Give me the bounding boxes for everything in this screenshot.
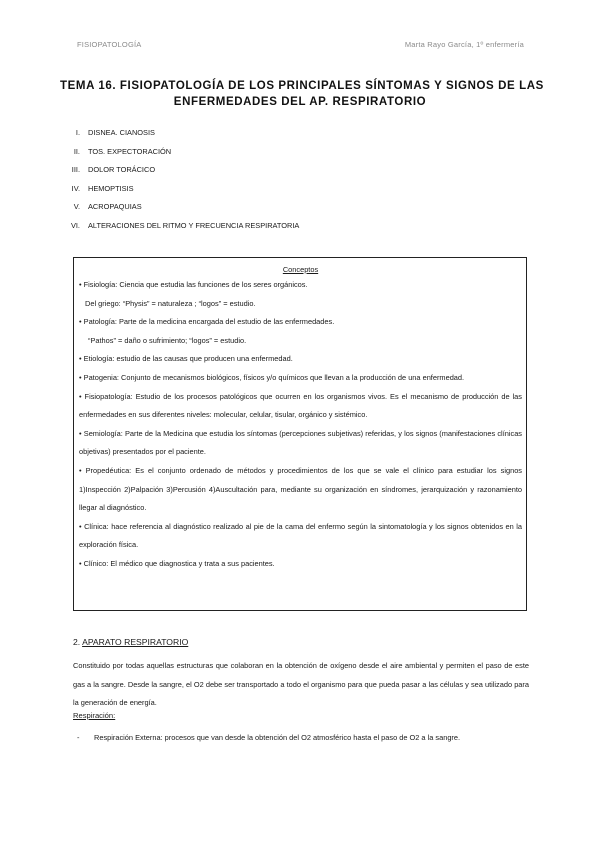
section-heading bbox=[73, 637, 188, 647]
bullet-item bbox=[73, 729, 529, 748]
section-title: APARATO RESPIRATORIO bbox=[82, 637, 189, 647]
toc-item bbox=[60, 202, 299, 221]
concepts-heading: Conceptos bbox=[282, 265, 319, 274]
concept-patologia-etymology: “Pathos” = daño o sufrimiento; “logos” = estudio. bbox=[88, 335, 247, 345]
concept-patologia: • Patología: Parte de la medicina encargada del estudio de las enfermedades. bbox=[79, 317, 335, 327]
concept-fisiopatologia: • Fisiopatología: Estudio de los procesos patológicos que ocurren en los organismos vivos. Es el mecanismo de producción de las enfermedades en sus diferentes niveles: molecular, celular, tisular, orgánico y sistémico. bbox=[79, 391, 522, 420]
toc-label: ALTERACIONES DEL RITMO Y FRECUENCIA RESPIRATORIA bbox=[88, 220, 300, 230]
toc-number: III. bbox=[71, 165, 80, 175]
concept-fisiologia: • Fisiología: Ciencia que estudia las funciones de los seres orgánicos. bbox=[79, 280, 308, 289]
title-line-1: TEMA 16. FISIOPATOLOGÍA DE LOS PRINCIPALES SÍNTOMAS Y SIGNOS DE LAS bbox=[60, 80, 544, 92]
concept-fisiologia-etymology: Del griego: “Physis” = naturaleza ; “logos” = estudio. bbox=[85, 298, 256, 308]
toc-item bbox=[60, 165, 299, 184]
header-right: Marta Rayo García, 1º enfermería bbox=[404, 40, 524, 49]
subheading-respiracion: Respiración: bbox=[73, 711, 116, 720]
toc-number: VI. bbox=[70, 220, 80, 230]
toc-item bbox=[60, 221, 299, 240]
toc-label: ACROPAQUIAS bbox=[88, 202, 142, 212]
document-title bbox=[60, 78, 544, 110]
toc-item bbox=[60, 147, 299, 166]
concept-semiologia: • Semiología: Parte de la Medicina que estudia los síntomas (percepciones subjetivas) referidas, y los signos (manifestaciones clínicas objetivas) presentados por el paciente. bbox=[79, 428, 522, 457]
toc-label: TOS. EXPECTORACIÓN bbox=[88, 146, 172, 156]
toc-item bbox=[60, 128, 299, 147]
concept-clinico: • Clínico: El médico que diagnostica y trata a sus pacientes. bbox=[79, 558, 275, 568]
toc-number: V. bbox=[73, 202, 80, 212]
section-paragraph: Constituido por todas aquellas estructuras que colaboran en la obtención de oxígeno desde el aire ambiental y permiten el paso de este gas a la sangre. Desde la sangre, el O2 debe ser transportado a todo el organismo para que pueda pasar a las células y sea utilizado para la generación de energía. bbox=[73, 661, 529, 708]
header-left: FISIOPATOLOGÍA bbox=[77, 40, 142, 49]
title-line-2: ENFERMEDADES DEL AP. RESPIRATORIO bbox=[173, 96, 427, 108]
concept-propedeutica: • Propedéutica: Es el conjunto ordenado de métodos y procedimientos de los que se vale el clínico para estudiar los signos 1)Inspección 2)Palpación 3)Percusión 4)Auscultación para, mediante su organización en síndromes, jerarquización y razonamiento llegar al diagnóstico. bbox=[79, 465, 522, 513]
toc-number: IV. bbox=[71, 183, 80, 193]
toc-item bbox=[60, 184, 299, 203]
section-number: 2. bbox=[73, 637, 81, 647]
toc-number: I. bbox=[75, 128, 80, 137]
toc-label: HEMOPTISIS bbox=[88, 183, 134, 193]
bullet-dash: - bbox=[77, 733, 80, 742]
bullet-text: Respiración Externa: procesos que van desde la obtención del O2 atmosférico hasta el paso de O2 a la sangre. bbox=[94, 733, 461, 742]
toc-label: DOLOR TORÁCICO bbox=[88, 165, 156, 175]
concept-patogenia: • Patogenia: Conjunto de mecanismos biológicos, físicos y/o químicos que llevan a la producción de una enfermedad. bbox=[79, 372, 465, 382]
concept-clinica: • Clínica: hace referencia al diagnóstico realizado al pie de la cama del enfermo según la sintomatología y los signos obtenidos en la exploración física. bbox=[79, 521, 522, 550]
concepts-box bbox=[73, 257, 527, 611]
toc-label: DISNEA. CIANOSIS bbox=[88, 128, 155, 137]
table-of-contents bbox=[60, 128, 299, 240]
toc-number: II. bbox=[73, 146, 80, 156]
concept-etiologia: • Etiología: estudio de las causas que producen una enfermedad. bbox=[79, 354, 293, 364]
